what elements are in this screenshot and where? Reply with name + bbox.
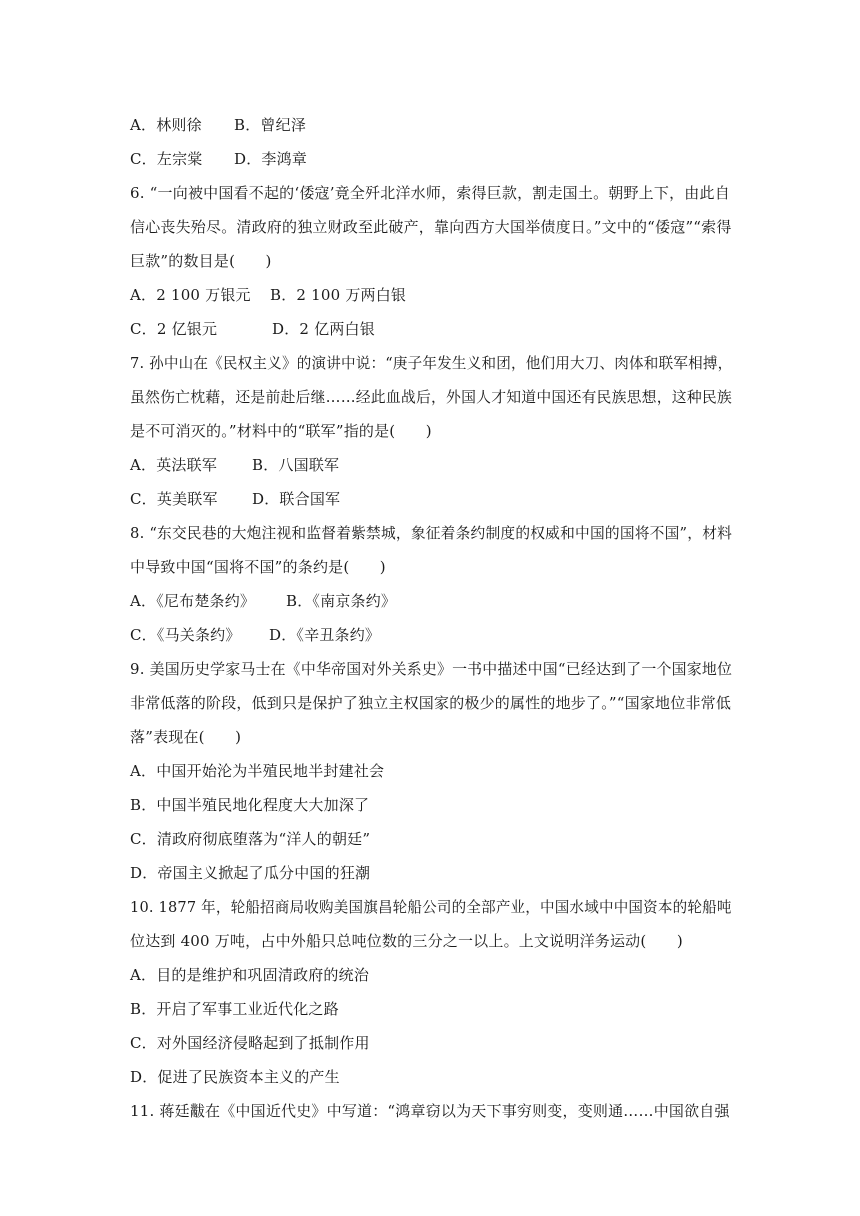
question-9 bbox=[130, 652, 732, 890]
question-7 bbox=[130, 346, 732, 516]
answer-option[interactable]: C．《马关条约》 bbox=[130, 626, 241, 644]
option-row bbox=[130, 1026, 732, 1060]
stem-line: 6. “一向被中国看不起的‘倭寇’竟全歼北洋水师，索得巨款，割走国土。朝野上下，由此自 bbox=[130, 184, 730, 202]
question-8 bbox=[130, 516, 732, 652]
stem-line: 虽然伤亡枕藉，还是前赴后继……经此血战后，外国人才知道中国还有民族思想，这种民族 bbox=[130, 388, 732, 406]
answer-option[interactable]: C．对外国经济侵略起到了抵制作用 bbox=[130, 1034, 370, 1052]
option-row bbox=[130, 1060, 732, 1094]
answer-option[interactable]: B．《南京条约》 bbox=[286, 592, 397, 610]
stem-line: 7. 孙中山在《民权主义》的演讲中说：“庚子年发生义和团，他们用大刀、肉体和联军相搏， bbox=[130, 354, 733, 372]
answer-option[interactable]: D．帝国主义掀起了瓜分中国的狂潮 bbox=[130, 864, 371, 882]
question-stem bbox=[130, 516, 732, 584]
answer-option[interactable]: B．开启了军事工业近代化之路 bbox=[130, 1000, 339, 1018]
answer-option[interactable]: D．李鸿章 bbox=[234, 150, 308, 168]
question-6 bbox=[130, 176, 732, 346]
question-stem bbox=[130, 346, 732, 448]
option-row bbox=[130, 448, 732, 482]
answer-option[interactable]: A．英法联军 bbox=[130, 456, 218, 474]
option-row bbox=[130, 278, 732, 312]
stem-line: 中导致中国“国将不国”的条约是( ) bbox=[130, 558, 386, 576]
option-row bbox=[130, 142, 732, 176]
question-stem bbox=[130, 1094, 732, 1128]
stem-line: 是不可消灭的。”材料中的“联军”指的是( ) bbox=[130, 422, 432, 440]
answer-option[interactable]: D．《辛丑条约》 bbox=[269, 626, 381, 644]
question-10 bbox=[130, 890, 732, 1094]
answer-option[interactable]: D．2 亿两白银 bbox=[272, 320, 375, 338]
question-stem bbox=[130, 652, 732, 754]
stem-line: 位达到 400 万吨，占中外船只总吨位数的三分之一以上。上文说明洋务运动( ) bbox=[130, 932, 683, 950]
stem-line: 8. “东交民巷的大炮注视和监督着紫禁城，象征着条约制度的权威和中国的国将不国”，材料 bbox=[130, 524, 733, 542]
option-row bbox=[130, 584, 732, 618]
stem-line: 落”表现在( ) bbox=[130, 728, 242, 746]
answer-option[interactable]: B．2 100 万两白银 bbox=[270, 286, 407, 304]
stem-line: 巨款”的数目是( ) bbox=[130, 252, 272, 270]
answer-option[interactable]: B．八国联军 bbox=[252, 456, 340, 474]
answer-option[interactable]: C．2 亿银元 bbox=[130, 320, 218, 338]
answer-option[interactable]: A．目的是维护和巩固清政府的统治 bbox=[130, 966, 370, 984]
stem-line: 11. 蒋廷黻在《中国近代史》中写道：“鸿章窃以为天下事穷则变，变则通……中国欲自强 bbox=[130, 1102, 730, 1120]
stem-line: 信心丧失殆尽。清政府的独立财政至此破产，靠向西方大国举债度日。”文中的“倭寇”“索得 bbox=[130, 218, 732, 236]
answer-option[interactable]: B．曾纪泽 bbox=[234, 116, 307, 134]
answer-option[interactable]: D．促进了民族资本主义的产生 bbox=[130, 1068, 340, 1086]
answer-option[interactable]: D．联合国军 bbox=[252, 490, 341, 508]
stem-line: 9. 美国历史学家马士在《中华帝国对外关系史》一书中描述中国“已经达到了一个国家地位 bbox=[130, 660, 733, 678]
question-5 bbox=[130, 108, 732, 176]
answer-option[interactable]: B．中国半殖民地化程度大大加深了 bbox=[130, 796, 370, 814]
answer-option[interactable]: C．左宗棠 bbox=[130, 150, 203, 168]
question-11 bbox=[130, 1094, 732, 1128]
answer-option[interactable]: A．中国开始沦为半殖民地半封建社会 bbox=[130, 762, 385, 780]
option-row bbox=[130, 108, 732, 142]
stem-line: 10. 1877 年，轮船招商局收购美国旗昌轮船公司的全部产业，中国水域中中国资本的轮船吨 bbox=[130, 898, 732, 916]
answer-option[interactable]: C．清政府彻底堕落为“洋人的朝廷” bbox=[130, 830, 371, 848]
stem-line: 非常低落的阶段，低到只是保护了独立主权国家的极少的属性的地步了。”“国家地位非常低 bbox=[130, 694, 732, 712]
option-row bbox=[130, 482, 732, 516]
option-row bbox=[130, 992, 732, 1026]
answer-option[interactable]: A．2 100 万银元 bbox=[130, 286, 251, 304]
option-row bbox=[130, 958, 732, 992]
option-row bbox=[130, 788, 732, 822]
answer-option[interactable]: A．林则徐 bbox=[130, 116, 202, 134]
option-row bbox=[130, 754, 732, 788]
question-stem bbox=[130, 890, 732, 958]
option-row bbox=[130, 312, 732, 346]
question-stem bbox=[130, 176, 732, 278]
option-row bbox=[130, 618, 732, 652]
option-row bbox=[130, 856, 732, 890]
answer-option[interactable]: C．英美联军 bbox=[130, 490, 218, 508]
answer-option[interactable]: A．《尼布楚条约》 bbox=[130, 592, 256, 610]
option-row bbox=[130, 822, 732, 856]
